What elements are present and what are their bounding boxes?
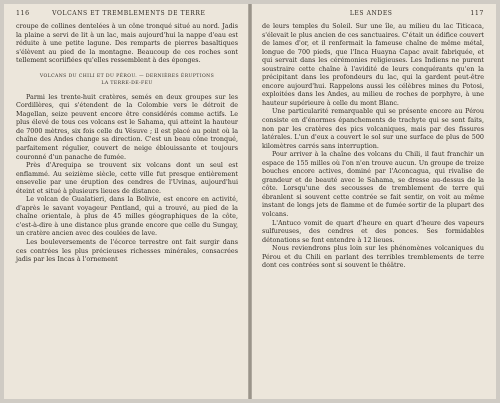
right-page-body — [262, 22, 484, 270]
right-paragraph: Nous reviendrons plus loin sur les phénomènes volcaniques du Pérou et du Chili en parlant des terribles tremblements de terre dont ces contrées sont si souvent le théâtre. — [262, 244, 484, 270]
left-paragraph: Le volcan de Gualatieri, dans la Bolivie, est encore en activité, d'après le savant voyageur Pentland, qui a trouvé, au pied de la chaîne orientale, à plus de 45 milles géographiques de la côte, c'est-à-dire à une distance plus grande encore que celle du Sungay, un cratère ancien avec des coulées de lave. — [16, 195, 238, 238]
right-paragraph: Pour arriver à la chaîne des volcans du Chili, il faut franchir un espace de 155 milles où l'on n'en trouve aucun. Un groupe de treize bouches encore actives, dominé par l'Aconcagua, qui rivalise de grandeur et de beauté avec le Sahama, se dresse au-dessus de la côte. Lorsqu'une des secousses de tremblement de terre qui ébranlent si souvent cette contrée se fait sentir, on voit au même instant de longs jets de flamme et de fumée sortir de la plupart des volcans. — [262, 150, 484, 219]
right-page — [252, 4, 496, 399]
left-page-body — [16, 22, 238, 264]
right-running-title: LES ANDES — [349, 10, 393, 17]
right-page-header — [262, 10, 484, 22]
left-page-number: 116 — [16, 10, 30, 17]
left-page — [4, 4, 248, 399]
right-paragraph: Une particularité remarquable qui se présente encore au Pérou consiste en d'énormes épanchements de trachyte qui se sont faits, non par les cratères des pics volcaniques, mais par des fissures latérales. L'un d'eux a couvert le sol sur une surface de plus de 500 kilomètres carrés sans interruption. — [262, 107, 484, 150]
section-heading-line-1: VOLCANS DU CHILI ET DU PÉROU. — DERNIÈRES ÉRUPTIONS — [39, 73, 215, 79]
left-paragraph: Près d'Arequipa se trouvent six volcans dont un seul est enflammé. Au seizième siècle, cette ville fut presque entièrement ensevelie par une éruption des cendres de l'Uvinas, aujourd'hui éteint et situé à plusieurs lieues de distance. — [16, 161, 238, 195]
section-heading — [16, 73, 238, 87]
left-paragraph-continued: croupe de collines dentelées à un cône tronqué situé au nord. Jadis la plaine a servi de lit à un lac, mais aujourd'hui la nappe d'eau est réduite à une petite lagune. Des remparts de pierres basaltiques s'élèvent au pied de la montagne. Beaucoup de ces roches sont tellement scoriifiées qu'elles ressemblent à des éponges. — [16, 22, 238, 65]
left-running-title: VOLCANS ET TREMBLEMENTS DE TERRE — [52, 10, 206, 17]
right-paragraph: L'Antuco vomit de quart d'heure en quart d'heure des vapeurs sulfureuses, des cendres et des ponces. Ses formidables détonations se font entendre à 12 lieues. — [262, 218, 484, 244]
left-paragraph: Les bouleversements de l'écorce terrestre ont fait surgir dans ces contrées les plus précieuses richesses minérales, consacrées jadis par les Incas à l'ornement — [16, 238, 238, 264]
right-paragraph-continued: de leurs temples du Soleil. Sur une île, au milieu du lac Titicaca, s'élevait le plus ancien de ces sanctuaires. C'était un édifice couvert de lames d'or, et il renfermait la fameuse chaîne de même métal, longue de 700 pieds, que l'Inca Huayna Capac avait fabriquée, et qui servait dans les cérémonies religieuses. Les Indiens ne purent soustraire cette chaîne à l'avidité de leurs conquérants qu'en la précipitant dans les profondeurs du lac, qui la gardent peut-être encore aujourd'hui. Rappelons aussi les célèbres mines du Potosi, exploitées dans les Andes, au milieu de roches de porphyre, à une hauteur supérieure à celle du mont Blanc. — [262, 22, 484, 107]
left-page-header — [16, 10, 238, 22]
right-page-number: 117 — [470, 10, 484, 17]
left-paragraph: Parmi les trente-huit cratères, semés en deux groupes sur les Cordillères, qui s'étendent de la Colombie vers le détroit de Magellan, seize peuvent encore être considérés comme actifs. Le plus élevé de tous ces volcans est le Sahama, qui atteint la hauteur de 7000 mètres, six fois celle du Vésuve ; il est placé au point où la chaîne des Andes change sa direction. C'est un beau cône tronqué, parfaitement régulier, couvert de neige éblouissante et toujours couronné d'un panache de fumée. — [16, 92, 238, 161]
section-heading-line-2: LA TERRE-DE-FEU — [101, 80, 153, 86]
